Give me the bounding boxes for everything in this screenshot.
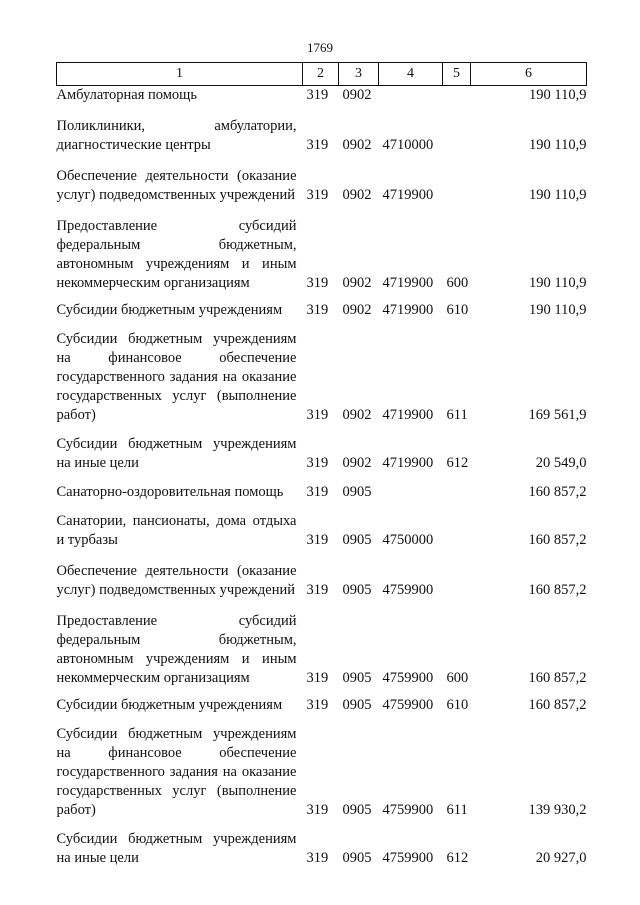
row-expense-code: [443, 86, 471, 106]
row-target-code: [379, 483, 443, 502]
row-section-code: 0902: [342, 275, 372, 291]
row-target-code: 4759900: [382, 582, 434, 598]
header-col-3: 3: [339, 63, 379, 86]
row-amount: 20 927,0: [535, 850, 587, 866]
row-amount: 190 110,9: [529, 302, 587, 318]
table-row: [57, 301, 587, 320]
row-ministry-code: 319: [306, 275, 329, 291]
table-row: [57, 167, 587, 205]
table-body: [57, 86, 587, 869]
row-expense-code: 612: [446, 850, 469, 866]
row-name: Предоставление субсидий федеральным бюджетным, автономным учреждениям и иным некоммерческим организациям: [56, 218, 297, 291]
row-ministry-code: 319: [306, 407, 329, 423]
row-spacer-cell: [57, 473, 587, 483]
row-target-code: [379, 86, 443, 106]
row-name: Субсидии бюджетным учреждениям на финансовое обеспечение государственного задания на оказание государственных услуг (выполнение работ): [56, 331, 297, 423]
row-target-code: 4710000: [382, 137, 434, 153]
row-section-code: 0905: [342, 850, 372, 866]
row-ministry-code: 319: [306, 137, 329, 153]
row-expense-code: [443, 117, 471, 155]
row-spacer-cell: [57, 105, 587, 117]
header-row: [57, 63, 587, 86]
row-name: Санатории, пансионаты, дома отдыха и турбазы: [56, 513, 297, 548]
header-col-2: 2: [303, 63, 339, 86]
row-ministry-code: 319: [306, 697, 329, 713]
row-ministry-code: 319: [306, 532, 329, 548]
row-target-code: 4759900: [382, 850, 434, 866]
table-row: [57, 562, 587, 600]
row-name: Обеспечение деятельности (оказание услуг) подведомственных учреждений: [56, 563, 297, 598]
row-amount: 160 857,2: [528, 670, 587, 686]
row-spacer: [57, 155, 587, 167]
table-row: [57, 117, 587, 155]
row-amount: 20 549,0: [535, 455, 587, 471]
row-amount: 190 110,9: [529, 87, 587, 103]
row-spacer-cell: [57, 715, 587, 725]
row-expense-code: [443, 562, 471, 600]
row-expense-code: 610: [446, 697, 469, 713]
row-target-code: 4719900: [382, 302, 434, 318]
row-expense-code: 611: [446, 407, 468, 423]
row-amount: 139 930,2: [528, 802, 587, 818]
row-amount: 160 857,2: [528, 484, 587, 500]
row-section-code: 0902: [342, 455, 372, 471]
budget-table: [56, 62, 587, 868]
row-section-code: 0902: [342, 87, 372, 103]
row-name: Субсидии бюджетным учреждениям на финансовое обеспечение государственного задания на оказание государственных услуг (выполнение работ): [56, 726, 297, 818]
row-expense-code: [443, 483, 471, 502]
row-target-code: 4719900: [382, 455, 434, 471]
row-target-code: 4750000: [382, 532, 434, 548]
row-spacer-cell: [57, 820, 587, 830]
table-row: [57, 512, 587, 550]
row-section-code: 0902: [342, 407, 372, 423]
row-section-code: 0905: [342, 802, 372, 818]
row-target-code: 4719900: [382, 275, 434, 291]
row-spacer: [57, 502, 587, 512]
row-name: Субсидии бюджетным учреждениям на иные цели: [56, 436, 297, 471]
header-col-1: 1: [57, 63, 303, 86]
row-spacer-cell: [57, 600, 587, 612]
row-ministry-code: 319: [306, 87, 329, 103]
row-name: Санаторно-оздоровительная помощь: [56, 484, 284, 500]
row-amount: 169 561,9: [528, 407, 587, 423]
row-spacer: [57, 320, 587, 330]
row-spacer-cell: [57, 205, 587, 217]
header-col-5: 5: [443, 63, 471, 86]
row-section-code: 0905: [342, 484, 372, 500]
row-ministry-code: 319: [306, 670, 329, 686]
header-col-6: 6: [471, 63, 587, 86]
row-ministry-code: 319: [306, 802, 329, 818]
row-amount: 160 857,2: [528, 532, 587, 548]
table-row: [57, 725, 587, 820]
row-section-code: 0905: [342, 697, 372, 713]
row-name: Субсидии бюджетным учреждениям: [56, 697, 283, 713]
row-ministry-code: 319: [306, 302, 329, 318]
row-spacer-cell: [57, 293, 587, 301]
row-target-code: 4719900: [382, 407, 434, 423]
row-spacer: [57, 425, 587, 435]
row-expense-code: 610: [446, 302, 469, 318]
row-amount: 160 857,2: [528, 582, 587, 598]
row-expense-code: 600: [446, 670, 469, 686]
table-row: [57, 435, 587, 473]
row-section-code: 0902: [342, 137, 372, 153]
table-row: [57, 696, 587, 715]
row-target-code: 4759900: [382, 697, 434, 713]
row-spacer: [57, 293, 587, 301]
row-ministry-code: 319: [306, 455, 329, 471]
header-col-4: 4: [379, 63, 443, 86]
row-spacer-cell: [57, 502, 587, 512]
row-name: Поликлиники, амбулатории, диагностические центры: [56, 118, 297, 153]
row-section-code: 0902: [342, 187, 372, 203]
row-spacer: [57, 550, 587, 562]
row-target-code: 4719900: [382, 187, 434, 203]
row-ministry-code: 319: [306, 582, 329, 598]
row-spacer: [57, 688, 587, 696]
row-ministry-code: 319: [306, 850, 329, 866]
row-expense-code: [443, 512, 471, 550]
row-name: Обеспечение деятельности (оказание услуг) подведомственных учреждений: [56, 168, 297, 203]
row-ministry-code: 319: [306, 484, 329, 500]
row-section-code: 0905: [342, 532, 372, 548]
row-spacer: [57, 715, 587, 725]
row-section-code: 0905: [342, 582, 372, 598]
row-spacer-cell: [57, 320, 587, 330]
row-name: Субсидии бюджетным учреждениям на иные цели: [56, 831, 297, 866]
row-target-code: 4759900: [382, 670, 434, 686]
row-spacer: [57, 820, 587, 830]
row-spacer: [57, 600, 587, 612]
row-spacer: [57, 205, 587, 217]
row-spacer: [57, 105, 587, 117]
row-amount: 160 857,2: [528, 697, 587, 713]
table-row: [57, 330, 587, 425]
row-section-code: 0905: [342, 670, 372, 686]
table-row: [57, 217, 587, 293]
row-expense-code: 600: [446, 275, 469, 291]
row-spacer: [57, 473, 587, 483]
row-ministry-code: 319: [306, 187, 329, 203]
page-number: 1769: [307, 40, 333, 55]
row-spacer-cell: [57, 425, 587, 435]
row-amount: 190 110,9: [529, 275, 587, 291]
row-expense-code: [443, 167, 471, 205]
row-expense-code: 612: [446, 455, 469, 471]
table-row: [57, 483, 587, 502]
row-amount: 190 110,9: [529, 137, 587, 153]
table-row: [57, 612, 587, 688]
row-spacer-cell: [57, 550, 587, 562]
row-name: Амбулаторная помощь: [56, 87, 197, 103]
row-name: Предоставление субсидий федеральным бюджетным, автономным учреждениям и иным некоммерческим организациям: [56, 613, 297, 686]
table-row: [57, 830, 587, 868]
row-spacer-cell: [57, 688, 587, 696]
row-amount: 190 110,9: [529, 187, 587, 203]
row-section-code: 0902: [342, 302, 372, 318]
table-row: [57, 86, 587, 106]
row-name: Субсидии бюджетным учреждениям: [56, 302, 283, 318]
row-spacer-cell: [57, 155, 587, 167]
row-target-code: 4759900: [382, 802, 434, 818]
row-expense-code: 611: [446, 802, 468, 818]
